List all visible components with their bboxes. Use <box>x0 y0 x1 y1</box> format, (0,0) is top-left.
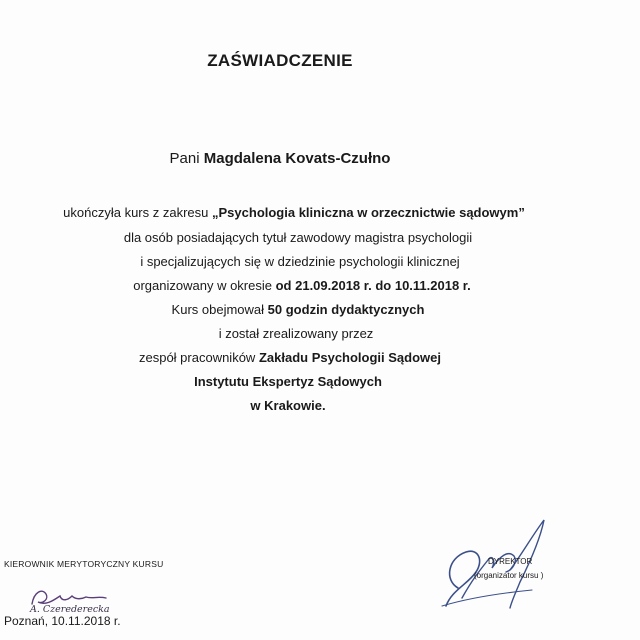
hours-prefix: Kurs obejmował <box>171 302 265 317</box>
director-title: DYREKTOR <box>488 557 533 566</box>
course-name: „Psychologia kliniczna w orzecznictwie sądowym” <box>212 205 525 220</box>
certificate-title: ZAŚWIADCZENIE <box>207 51 353 70</box>
city-line <box>8 398 568 413</box>
department-name: Zakładu Psychologii Sądowej <box>258 350 441 365</box>
recipient-name: Magdalena Kovats-Czułno <box>203 150 391 167</box>
eligibility-line: dla osób posiadających tytuł zawodowy magistra psychologii <box>123 230 473 245</box>
recipient-line <box>0 150 560 167</box>
course-line <box>14 205 574 220</box>
organizer-subtitle: (organizator kursu ) <box>474 571 544 580</box>
realized-line: i został zrealizowany przez <box>218 326 374 341</box>
institute-name: Instytutu Ekspertyz Sądowych <box>194 374 382 389</box>
course-head-name: A. Czerederecka <box>30 604 110 615</box>
place-and-date: Poznań, 10.11.2018 r. <box>4 614 121 628</box>
hours-line <box>18 302 578 317</box>
city-name: w Krakowie. <box>250 398 326 413</box>
course-head-label: KIEROWNIK MERYTORYCZNY KURSU <box>4 559 164 569</box>
salutation: Pani <box>169 150 200 167</box>
institute-line <box>8 374 568 389</box>
course-hours: 50 godzin dydaktycznych <box>267 302 425 317</box>
team-prefix: zespół pracowników <box>138 350 256 365</box>
period-line <box>22 278 582 293</box>
period-prefix: organizowany w okresie <box>133 278 272 293</box>
course-prefix: ukończyła kurs z zakresu <box>63 205 209 220</box>
course-period: od 21.09.2018 r. do 10.11.2018 r. <box>275 278 471 293</box>
specialization-line: i specjalizujących się w dziedzinie psychologii klinicznej <box>140 254 460 269</box>
team-line <box>10 350 570 365</box>
